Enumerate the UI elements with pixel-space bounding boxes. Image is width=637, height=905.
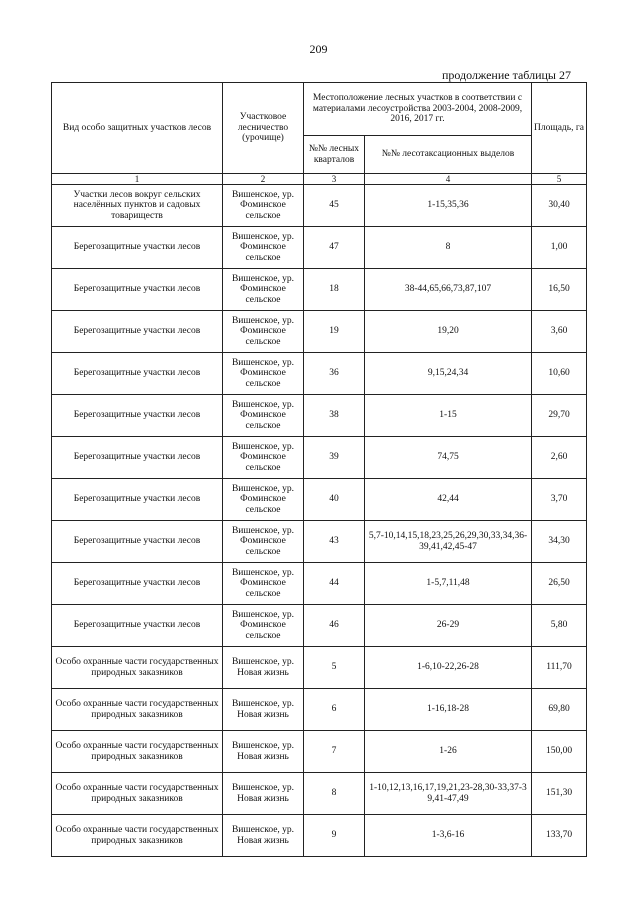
header-type: Вид особо защитных участков лесов: [52, 83, 223, 174]
column-number: 1: [52, 174, 223, 185]
table-body: [52, 185, 587, 857]
cell-protective-type: Берегозащитные участки лесов: [52, 269, 223, 311]
column-number-row: [52, 174, 587, 185]
cell-forestry: Вишенское, ур. Фоминское сельское: [223, 605, 304, 647]
cell-plot-numbers: 1-16,18-28: [365, 689, 532, 731]
cell-forestry: Вишенское, ур. Новая жизнь: [223, 689, 304, 731]
cell-plot-numbers: 19,20: [365, 311, 532, 353]
cell-plot-numbers: 5,7-10,14,15,18,23,25,26,29,30,33,34,36-39,41,42,45-47: [365, 521, 532, 563]
cell-protective-type: Берегозащитные участки лесов: [52, 479, 223, 521]
cell-area: 5,80: [532, 605, 587, 647]
table-row: [52, 521, 587, 563]
cell-quarter-number: 39: [304, 437, 365, 479]
cell-protective-type: Берегозащитные участки лесов: [52, 563, 223, 605]
cell-protective-type: Берегозащитные участки лесов: [52, 521, 223, 563]
cell-area: 150,00: [532, 731, 587, 773]
cell-area: 3,70: [532, 479, 587, 521]
cell-forestry: Вишенское, ур. Фоминское сельское: [223, 479, 304, 521]
cell-protective-type: Особо охранные части государственных природных заказников: [52, 773, 223, 815]
cell-quarter-number: 9: [304, 815, 365, 857]
table-row: [52, 647, 587, 689]
cell-quarter-number: 46: [304, 605, 365, 647]
table-row: [52, 773, 587, 815]
cell-quarter-number: 8: [304, 773, 365, 815]
cell-plot-numbers: 1-10,12,13,16,17,19,21,23-28,30-33,37-39,41-47,49: [365, 773, 532, 815]
cell-quarter-number: 36: [304, 353, 365, 395]
cell-protective-type: Особо охранные части государственных природных заказников: [52, 731, 223, 773]
cell-plot-numbers: 9,15,24,34: [365, 353, 532, 395]
cell-plot-numbers: 38-44,65,66,73,87,107: [365, 269, 532, 311]
table-row: [52, 227, 587, 269]
cell-plot-numbers: 1-15: [365, 395, 532, 437]
cell-quarter-number: 45: [304, 185, 365, 227]
cell-area: 1,00: [532, 227, 587, 269]
cell-area: 16,50: [532, 269, 587, 311]
cell-plot-numbers: 1-3,6-16: [365, 815, 532, 857]
cell-plot-numbers: 1-6,10-22,26-28: [365, 647, 532, 689]
cell-protective-type: Особо охранные части государственных природных заказников: [52, 815, 223, 857]
cell-area: 34,30: [532, 521, 587, 563]
table-row: [52, 437, 587, 479]
column-number: 2: [223, 174, 304, 185]
table-row: [52, 563, 587, 605]
page-number: 209: [309, 42, 328, 56]
cell-area: 30,40: [532, 185, 587, 227]
header-location: Местоположение лесных участков в соответствии с материалами лесоустройства 2003-2004, 2008-2009, 2016, 2017 гг.: [304, 83, 532, 136]
header-forestry: Участковое лесничество (урочище): [223, 83, 304, 174]
header-plots: №№ лесотаксационных выделов: [365, 136, 532, 174]
cell-area: 111,70: [532, 647, 587, 689]
cell-protective-type: Берегозащитные участки лесов: [52, 605, 223, 647]
cell-quarter-number: 44: [304, 563, 365, 605]
header-area: Площадь, га: [532, 83, 587, 174]
cell-protective-type: Берегозащитные участки лесов: [52, 311, 223, 353]
cell-protective-type: Особо охранные части государственных природных заказников: [52, 689, 223, 731]
table-row: [52, 815, 587, 857]
cell-area: 3,60: [532, 311, 587, 353]
cell-forestry: Вишенское, ур. Новая жизнь: [223, 647, 304, 689]
cell-plot-numbers: 42,44: [365, 479, 532, 521]
cell-area: 26,50: [532, 563, 587, 605]
cell-forestry: Вишенское, ур. Фоминское сельское: [223, 521, 304, 563]
cell-protective-type: Берегозащитные участки лесов: [52, 227, 223, 269]
cell-forestry: Вишенское, ур. Фоминское сельское: [223, 227, 304, 269]
cell-plot-numbers: 8: [365, 227, 532, 269]
cell-protective-type: Берегозащитные участки лесов: [52, 437, 223, 479]
cell-forestry: Вишенское, ур. Фоминское сельское: [223, 437, 304, 479]
column-number: 5: [532, 174, 587, 185]
cell-forestry: Вишенское, ур. Фоминское сельское: [223, 311, 304, 353]
cell-protective-type: Особо охранные части государственных природных заказников: [52, 647, 223, 689]
cell-plot-numbers: 1-5,7,11,48: [365, 563, 532, 605]
column-number: 4: [365, 174, 532, 185]
cell-area: 133,70: [532, 815, 587, 857]
table-row: [52, 689, 587, 731]
cell-forestry: Вишенское, ур. Фоминское сельское: [223, 563, 304, 605]
cell-plot-numbers: 74,75: [365, 437, 532, 479]
cell-plot-numbers: 1-15,35,36: [365, 185, 532, 227]
table-row: [52, 269, 587, 311]
cell-area: 10,60: [532, 353, 587, 395]
cell-area: 69,80: [532, 689, 587, 731]
cell-area: 29,70: [532, 395, 587, 437]
cell-quarter-number: 43: [304, 521, 365, 563]
cell-quarter-number: 40: [304, 479, 365, 521]
table-row: [52, 479, 587, 521]
table-row: [52, 311, 587, 353]
cell-quarter-number: 7: [304, 731, 365, 773]
cell-forestry: Вишенское, ур. Фоминское сельское: [223, 185, 304, 227]
header-quarters: №№ лесных кварталов: [304, 136, 365, 174]
table-row: [52, 605, 587, 647]
protective-forest-table: [51, 82, 587, 857]
table-row: [52, 353, 587, 395]
cell-quarter-number: 6: [304, 689, 365, 731]
cell-quarter-number: 38: [304, 395, 365, 437]
cell-protective-type: Участки лесов вокруг сельских населённых пунктов и садовых товариществ: [52, 185, 223, 227]
table-row: [52, 731, 587, 773]
table-row: [52, 185, 587, 227]
cell-quarter-number: 5: [304, 647, 365, 689]
cell-quarter-number: 47: [304, 227, 365, 269]
cell-forestry: Вишенское, ур. Фоминское сельское: [223, 395, 304, 437]
table-continuation-label: продолжение таблицы 27: [441, 68, 571, 82]
cell-plot-numbers: 26-29: [365, 605, 532, 647]
cell-protective-type: Берегозащитные участки лесов: [52, 353, 223, 395]
cell-forestry: Вишенское, ур. Новая жизнь: [223, 773, 304, 815]
cell-area: 2,60: [532, 437, 587, 479]
column-number: 3: [304, 174, 365, 185]
cell-forestry: Вишенское, ур. Новая жизнь: [223, 815, 304, 857]
cell-forestry: Вишенское, ур. Новая жизнь: [223, 731, 304, 773]
cell-plot-numbers: 1-26: [365, 731, 532, 773]
cell-protective-type: Берегозащитные участки лесов: [52, 395, 223, 437]
cell-forestry: Вишенское, ур. Фоминское сельское: [223, 353, 304, 395]
cell-quarter-number: 18: [304, 269, 365, 311]
cell-forestry: Вишенское, ур. Фоминское сельское: [223, 269, 304, 311]
cell-area: 151,30: [532, 773, 587, 815]
cell-quarter-number: 19: [304, 311, 365, 353]
table-row: [52, 395, 587, 437]
